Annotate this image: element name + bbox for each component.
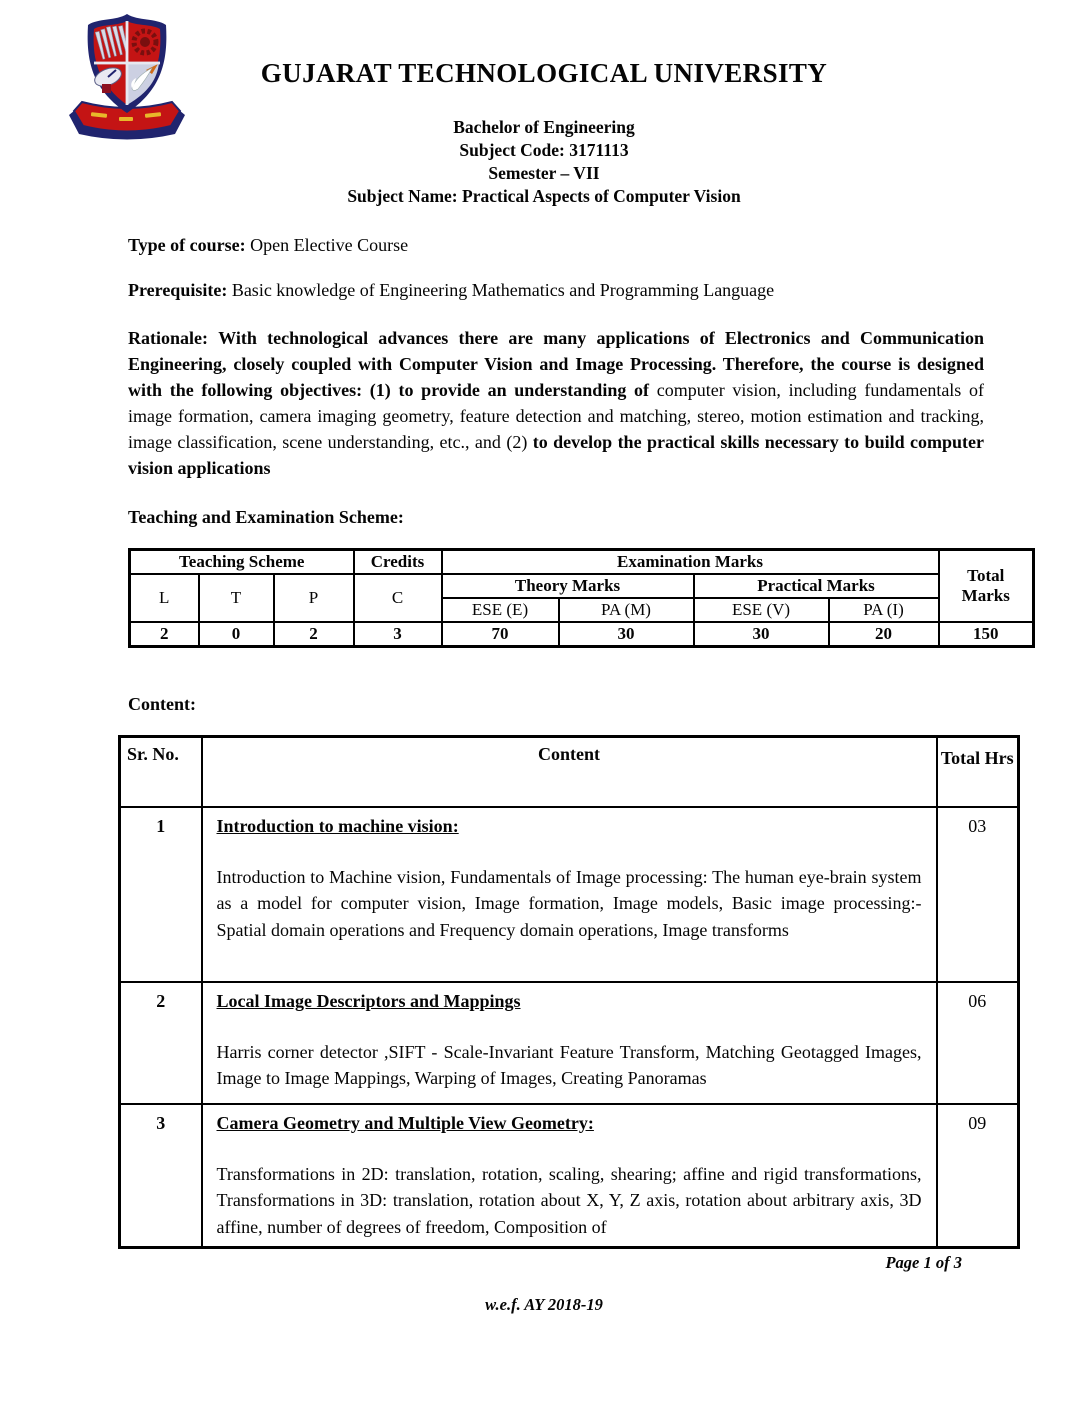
subject-code-line: Subject Code: 3171113 [459,140,629,160]
sr-no-header: Sr. No. [120,737,202,807]
type-of-course-line [128,234,984,256]
col-header-pa-m: PA (M) [559,598,694,622]
content-table [118,735,1020,1249]
content-header: Content [202,737,937,807]
value-l: 2 [130,622,199,647]
teaching-examination-scheme-table [128,548,1035,648]
page-number: Page 1 of 3 [885,1253,962,1272]
col-header-pa-i: PA (I) [829,598,939,622]
examination-marks-header: Examination Marks [442,550,939,575]
value-c: 3 [354,622,442,647]
unit-1-title: Introduction to machine vision: [216,815,459,836]
exam-table-values-row [130,622,1034,647]
type-of-course-label: Type of course: [128,235,246,255]
content-row-1 [120,807,1019,982]
unit-2-content [202,982,937,1104]
total-marks-header: Total Marks [939,550,1034,623]
rationale-paragraph [128,325,984,481]
value-ese-v: 30 [694,622,829,647]
unit-3-title: Camera Geometry and Multiple View Geometry: [216,1112,594,1133]
content-heading: Content: [128,694,196,714]
semester-line: Semester – VII [488,163,600,183]
gtu-emblem-logo [66,12,188,144]
unit-3-content [202,1104,937,1248]
teaching-scheme-header: Teaching Scheme [130,550,354,575]
type-of-course-value: Open Elective Course [250,235,409,255]
value-pa-m: 30 [559,622,694,647]
unit-3-hours: 09 [937,1104,1019,1248]
value-p: 2 [274,622,354,647]
rationale-regular-middle: computer vision, including fundamentals of image formation, camera imaging geometry, feature detection and matching, stereo, motion estimation and tracking, image classification, scene understanding, etc., and (2) [128,380,985,452]
rationale-bold-lead: With technological advances there are many applications of Electronics and Communication Engineering, closely coupled with Computer Vision and Image Processing. Therefore, the course is designed with the following objectives: (1) to provide an understanding of [128,328,985,400]
exam-scheme-heading: Teaching and Examination Scheme: [128,507,404,527]
unit-2-hours: 06 [937,982,1019,1104]
subject-name-line: Subject Name: Practical Aspects of Computer Vision [347,186,741,206]
unit-1-number: 1 [120,807,202,982]
rationale-label: Rationale: [128,328,208,348]
value-t: 0 [199,622,274,647]
unit-1-content [202,807,937,982]
col-header-l: L [130,574,199,622]
total-hrs-header: Total Hrs [937,737,1019,807]
unit-3-description: Transformations in 2D: translation, rotation, scaling, shearing; affine and rigid transformations, Transformations in 3D: translation, rotation about X, Y, Z axis, rotation about arbitrary axis, 3D affine, number of degrees of freedom, Composition of [216,1163,922,1237]
value-ese-e: 70 [442,622,559,647]
col-header-ese-e: ESE (E) [442,598,559,622]
practical-marks-header: Practical Marks [694,574,939,598]
exam-table-group-row [130,550,1034,575]
col-header-t: T [199,574,274,622]
col-header-ese-v: ESE (V) [694,598,829,622]
value-total-marks: 150 [939,622,1034,647]
effective-from-note: w.e.f. AY 2018-19 [485,1295,603,1314]
credits-header: Credits [354,550,442,575]
content-table-header-row [120,737,1019,807]
university-title: GUJARAT TECHNOLOGICAL UNIVERSITY [260,58,828,88]
unit-2-description: Harris corner detector ,SIFT - Scale-Invariant Feature Transform, Matching Geotagged Images, Image to Image Mappings, Warping of Images, Creating Panoramas [216,1041,922,1088]
prerequisite-value: Basic knowledge of Engineering Mathematics and Programming Language [231,280,775,300]
theory-marks-header: Theory Marks [442,574,694,598]
degree-line: Bachelor of Engineering [453,117,635,137]
value-pa-i: 20 [829,622,939,647]
content-row-3 [120,1104,1019,1248]
prerequisite-label: Prerequisite: [128,280,228,300]
gtu-shield-icon [66,12,188,144]
col-header-p: P [274,574,354,622]
prerequisite-line [128,279,984,301]
content-row-2 [120,982,1019,1104]
unit-3-number: 3 [120,1104,202,1248]
col-header-c: C [354,574,442,622]
unit-1-description: Introduction to Machine vision, Fundamentals of Image processing: The human eye-brain system as a model for computer vision, Image formation, Image models, Basic image processing:- Spatial domain operations and Frequency domain operations, Image transforms [216,866,922,940]
document-body [127,234,1014,1249]
unit-2-number: 2 [120,982,202,1104]
unit-2-title: Local Image Descriptors and Mappings [216,990,521,1011]
rationale-bold-tail: to develop the practical skills necessary to build computer vision applications [128,432,985,478]
exam-table-subgroup-row [130,574,1034,598]
unit-1-hours: 03 [937,807,1019,982]
